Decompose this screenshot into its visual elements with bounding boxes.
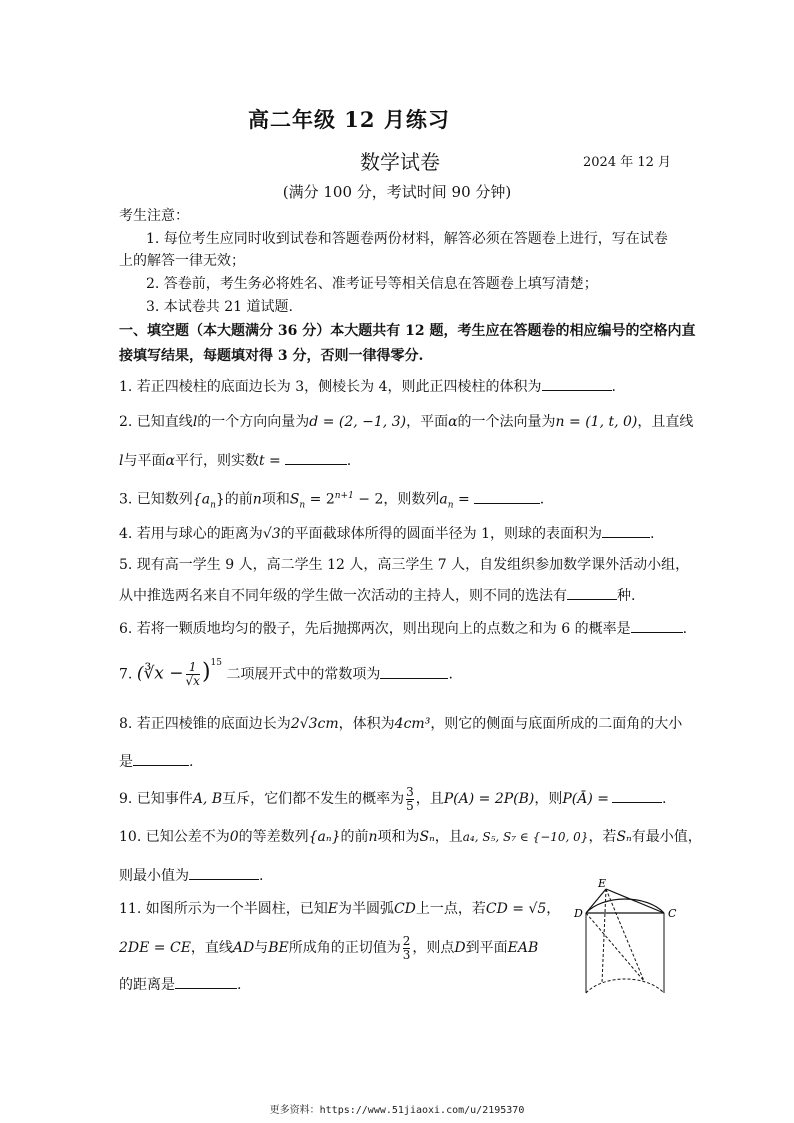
q11-text-g2: ，则点 <box>412 940 455 956</box>
notice-item-1: 1. 每位考生应同时收到试卷和答题卷两份材料，解答必须在答题卷上进行，写在试卷 <box>146 231 668 247</box>
q11-text-c: 为半圆弧 <box>337 901 394 917</box>
answer-blank-10 <box>189 865 259 880</box>
q3-seq-open: {a <box>192 491 211 508</box>
q10-text-k: ，若 <box>588 829 617 845</box>
q9-events: A, B <box>192 791 223 807</box>
q10-text-g: 项和为 <box>377 829 420 845</box>
q7-frac-num: 1 <box>188 660 197 675</box>
question-9: 9. 已知事件A, B互斥，它们都不发生的概率为 $\frac{3}{5}$ ，且P(A) = 2P(B)，则P(Ā) = . <box>119 784 667 813</box>
q2-var-l: l <box>192 414 198 430</box>
q11-plane-eab: EAB <box>507 940 539 956</box>
answer-blank-2 <box>285 450 347 465</box>
q10-sn: Sₙ <box>419 829 435 845</box>
q3-eq-2: = <box>453 491 470 508</box>
label-e: E <box>598 877 607 890</box>
q11-text-a: 11. 如图所示为一个半圆柱，已知 <box>119 901 328 917</box>
answer-blank-9 <box>612 788 662 803</box>
q3-sub-n: n <box>210 500 216 511</box>
question-4: 4. 若用与球心的距离为√3的平面截球体所得的圆面半径为 1，则球的表面积为 . <box>119 523 654 543</box>
answer-blank-7 <box>380 664 448 679</box>
q10-text-m: 有最小值， <box>631 829 702 845</box>
q11-text-e: 上一点，若 <box>415 901 486 917</box>
q8-text-c: ，体积为 <box>338 716 395 732</box>
top-arc <box>586 899 664 913</box>
q7-text: 二项展开式中的常数项为 <box>226 666 381 683</box>
q3-exp: n+1 <box>334 491 354 501</box>
q9-frac-num: 3 <box>406 784 414 799</box>
exam-title: 高二年级 12 月练习 <box>248 107 450 132</box>
q11-text-f: 所成角的正切值为 <box>288 940 401 956</box>
q2-text-c: 的一个方向向量为 <box>197 414 310 430</box>
q4-sqrt3: √3 <box>262 526 281 542</box>
question-10 <box>119 828 702 846</box>
q2-text-a: 2. 已知直线 <box>119 414 193 430</box>
q10-text-e: 的前 <box>340 829 369 845</box>
question-11-line3: 的距离是 . <box>119 974 241 994</box>
q2-text-m: 平行，则实数 <box>174 453 259 469</box>
q11-text-i: 到平面 <box>465 940 508 956</box>
question-11 <box>119 900 560 918</box>
q2-text-g: 的一个法向量为 <box>457 414 556 430</box>
question-5-cont <box>119 585 635 605</box>
q9-prob-a-bar: P(Ā) = <box>562 791 610 807</box>
question-6: 6. 若将一颗质地均匀的骰子，先后抛掷两次，则出现向上的点数之和为 6 的概率是 . <box>119 618 687 638</box>
q3-var-s: S <box>289 491 300 508</box>
q5-tail: 种. <box>617 588 636 604</box>
exam-date: 2024 年 12 月 <box>583 155 672 170</box>
answer-blank-11 <box>175 974 237 989</box>
q11-ratio: 2DE = CE <box>119 940 191 956</box>
answer-blank-4 <box>602 523 650 538</box>
label-c: C <box>668 907 677 920</box>
exam-subtitle: (满分 100 分，考试时间 90 分钟) <box>282 183 512 201</box>
q3-var-n: n <box>252 491 262 508</box>
q3-minus: − 2 <box>353 491 384 508</box>
q10-sequence: {aₙ} <box>308 829 341 845</box>
q7-expr-left: (∛x − <box>136 663 184 684</box>
q7-exp: 15 <box>210 658 222 668</box>
q9-equation: P(A) = 2P(B) <box>443 791 535 807</box>
q11-point-d: D <box>454 940 466 956</box>
notice-item-2: 2. 答卷前，考生务必将姓名、准考证号等相关信息在答题卷上填写清楚； <box>146 276 598 292</box>
q9-text-a: 9. 已知事件 <box>119 791 193 807</box>
question-8 <box>119 715 682 733</box>
q11-text-d: 与 <box>254 940 269 956</box>
q10-sn-2: Sₙ <box>616 829 632 845</box>
segment-d-b <box>586 913 644 981</box>
q2-var-alpha: α <box>448 414 458 430</box>
q3-seq-close: } <box>215 491 225 508</box>
question-8-cont: 是 . <box>119 751 193 771</box>
question-1-text: 1. 若正四棱柱的底面边长为 3，侧棱长为 4，则此正四棱柱的体积为 <box>119 379 542 395</box>
q2-var-l-2: l <box>119 453 124 469</box>
q11-arc-cd: CD <box>393 901 416 917</box>
notice-item-1-cont: 上的解答一律无效； <box>119 253 245 269</box>
q9-text-d: ，且 <box>415 791 444 807</box>
q4-text-a: 4. 若用与球心的距离为 <box>119 526 263 542</box>
q11-fraction <box>403 935 411 962</box>
q8-volume: 4cm³ <box>394 716 431 732</box>
q3-sub-n-2: n <box>299 500 306 511</box>
q9-text-c: 互斥，它们都不发生的概率为 <box>222 791 405 807</box>
q2-vector-n: n = (1, t, 0) <box>555 414 638 430</box>
q2-vector-d: d = (2, −1, 3) <box>309 414 407 430</box>
q2-text-k: 与平面 <box>123 453 166 469</box>
q3-sub-n-3: n <box>447 500 454 511</box>
q11-text-line3: 的距离是 <box>119 977 175 993</box>
q2-text-e: ，平面 <box>406 414 449 430</box>
question-7: 7. (∛x − $\frac{1}{√x}$ )$^{15}$ 二项展开式中的常数项为 . <box>119 658 453 689</box>
question-2 <box>119 413 693 431</box>
q11-point-e: E <box>327 901 338 917</box>
q3-text-a: 3. 已知数列 <box>119 491 193 508</box>
q11-frac-num: 2 <box>402 933 411 948</box>
question-11-line2 <box>119 933 538 963</box>
question-10-cont: 则最小值为 . <box>119 865 263 885</box>
q9-text-f: ，则 <box>534 791 563 807</box>
q10-text-c: 的等差数列 <box>238 829 309 845</box>
q2-var-alpha-2: α <box>165 453 175 469</box>
q10-text-i: ，且 <box>434 829 463 845</box>
question-1: 1. 若正四棱柱的底面边长为 3，侧棱长为 4，则此正四棱柱的体积为 . <box>119 376 616 396</box>
q11-line-be: BE <box>268 940 289 956</box>
question-3: 3. 已知数列$\{a_n\}$的前n项和$S_n = 2^{n+1} - 2$，则数列$a_n$ = . <box>119 487 544 514</box>
q7-expr-right: ) <box>201 659 211 685</box>
footer-link[interactable]: 更多资料：https://www.51jiaoxi.com/u/2195370 <box>269 1105 525 1116</box>
q10-var-n: n <box>368 829 378 845</box>
answer-blank-6 <box>631 618 683 633</box>
q10-text-line2: 则最小值为 <box>119 868 189 884</box>
q7-number: 7. <box>119 666 133 683</box>
question-2-cont: l与平面α平行，则实数t = . <box>119 450 351 470</box>
q11-text-g: ， <box>546 901 561 917</box>
q10-condition: a₄, S₅, S₇ ∈ {−10, 0} <box>462 830 589 844</box>
q4-text-c: 的平面截球体所得的圆面半径为 1，则球的表面积为 <box>280 526 602 542</box>
answer-blank-8 <box>133 751 189 766</box>
q7-frac-den: √x <box>185 674 200 689</box>
q8-text-a: 8. 若正四棱锥的底面边长为 <box>119 716 291 732</box>
answer-blank-3 <box>474 489 540 504</box>
q9-fraction <box>406 786 414 813</box>
q11-text-b: ，直线 <box>190 940 233 956</box>
answer-blank-5 <box>567 585 617 600</box>
q3-var-a: a <box>439 491 448 508</box>
q3-text-e: 的前 <box>224 491 253 508</box>
q10-zero: 0 <box>229 829 239 845</box>
q6-text: 6. 若将一颗质地均匀的骰子，先后抛掷两次，则出现向上的点数之和为 6 的概率是 <box>119 621 631 637</box>
q10-text-a: 10. 已知公差不为 <box>119 829 230 845</box>
section-heading-cont: 接填写结果，每题填对得 3 分，否则一律得零分. <box>119 348 424 364</box>
half-cylinder-figure <box>572 875 684 1000</box>
segment-ed <box>586 889 606 913</box>
q8-text-line2: 是 <box>119 754 133 770</box>
bottom-arc <box>586 979 664 993</box>
q11-cd-length: CD = √5 <box>485 901 547 917</box>
q7-fraction <box>186 661 200 688</box>
q11-line-ad: AD <box>232 940 255 956</box>
question-5: 5. 现有高一学生 9 人，高二学生 12 人，高三学生 7 人，自发组织参加数学课外活动小组， <box>119 557 690 573</box>
section-heading: 一、填空题（本大题满分 36 分）本大题共有 12 题，考生应在答题卷的相应编号的空格内直 <box>119 323 696 339</box>
notice-heading: 考生注意： <box>119 208 189 224</box>
q3-eq: = 2 <box>305 491 335 508</box>
answer-blank-1 <box>542 376 612 391</box>
label-d: D <box>574 907 583 920</box>
q3-text-m: ，则数列 <box>383 491 440 508</box>
q11-frac-den: 3 <box>402 947 411 962</box>
q9-frac-den: 5 <box>406 798 414 813</box>
notice-item-3: 3. 本试卷共 21 道试题. <box>146 299 293 315</box>
q5-text: 从中推选两名来自不同年级的学生做一次活动的主持人，则不同的选法有 <box>119 588 567 604</box>
exam-subject: 数学试卷 <box>360 150 440 174</box>
q2-var-t: t = <box>258 453 281 469</box>
q8-length: 2√3cm <box>290 716 339 732</box>
q8-text-e: ，则它的侧面与底面所成的二面角的大小 <box>430 716 683 732</box>
q2-text-i: ，且直线 <box>637 414 694 430</box>
q3-text-g: 项和 <box>261 491 290 508</box>
